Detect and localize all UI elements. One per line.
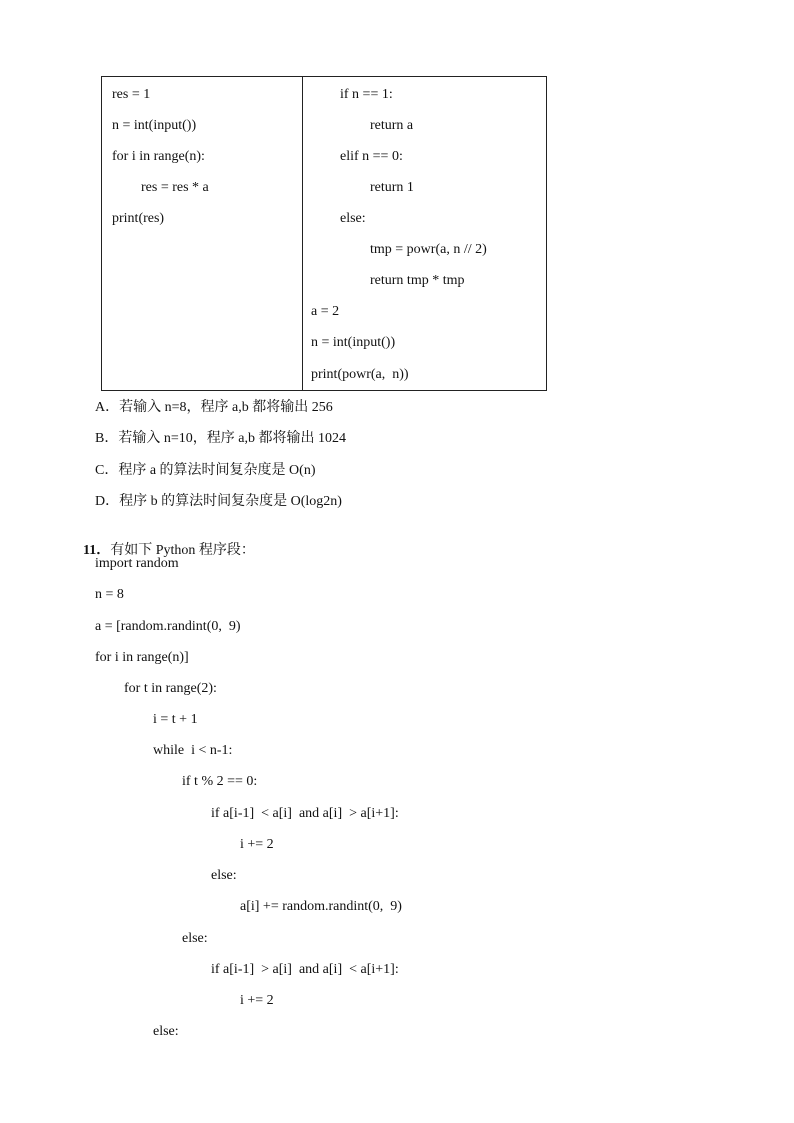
program-a-line: n = int(input()) — [112, 118, 197, 133]
program-b-line: return a — [370, 118, 414, 133]
q11-code-line: if t % 2 == 0: — [182, 774, 258, 789]
program-a-line: for i in range(n): — [112, 149, 205, 164]
program-a-line: res = 1 — [112, 87, 151, 102]
program-b-line: return 1 — [370, 180, 414, 195]
q11-code-line: for t in range(2): — [124, 681, 217, 696]
program-b-line: elif n == 0: — [340, 149, 403, 164]
program-a-line: res = res * a — [141, 180, 209, 195]
q11-code-line: else: — [211, 868, 237, 883]
code-comparison-table — [101, 76, 547, 391]
q11-code-line: a[i] += random.randint(0, 9) — [240, 899, 402, 914]
q11-code-line: import random — [95, 556, 179, 571]
program-b-line: print(powr(a, n)) — [311, 367, 409, 382]
q11-code-line: i += 2 — [240, 837, 274, 852]
q11-code-line: if a[i-1] > a[i] and a[i] < a[i+1]: — [211, 962, 399, 977]
q11-code-line: else: — [153, 1024, 179, 1039]
program-b-line: return tmp * tmp — [370, 273, 465, 288]
program-b-line: tmp = powr(a, n // 2) — [370, 242, 487, 257]
option-d: D．程序 b 的算法时间复杂度是 O(log2n) — [95, 494, 342, 509]
question-11-heading — [76, 524, 255, 560]
option-b: B．若输入 n=10，程序 a,b 都将输出 1024 — [95, 431, 346, 446]
q11-code-line: else: — [182, 931, 208, 946]
program-b-line: n = int(input()) — [311, 335, 396, 350]
program-b-line: else: — [340, 211, 366, 226]
program-b-line: if n == 1: — [340, 87, 393, 102]
table-divider — [302, 77, 303, 390]
q11-code-line: for i in range(n)] — [95, 650, 189, 665]
question-text: 有如下 Python 程序段： — [110, 543, 255, 558]
program-b-line: a = 2 — [311, 304, 340, 319]
question-number: 11． — [83, 543, 111, 558]
option-c: C．程序 a 的算法时间复杂度是 O(n) — [95, 463, 316, 478]
q11-code-line: i = t + 1 — [153, 712, 198, 727]
q11-code-line: n = 8 — [95, 587, 124, 602]
option-a: A．若输入 n=8，程序 a,b 都将输出 256 — [95, 400, 333, 415]
q11-code-line: i += 2 — [240, 993, 274, 1008]
q11-code-line: a = [random.randint(0, 9) — [95, 619, 241, 634]
q11-code-line: while i < n-1: — [153, 743, 233, 758]
q11-code-line: if a[i-1] < a[i] and a[i] > a[i+1]: — [211, 806, 399, 821]
program-a-line: print(res) — [112, 211, 165, 226]
